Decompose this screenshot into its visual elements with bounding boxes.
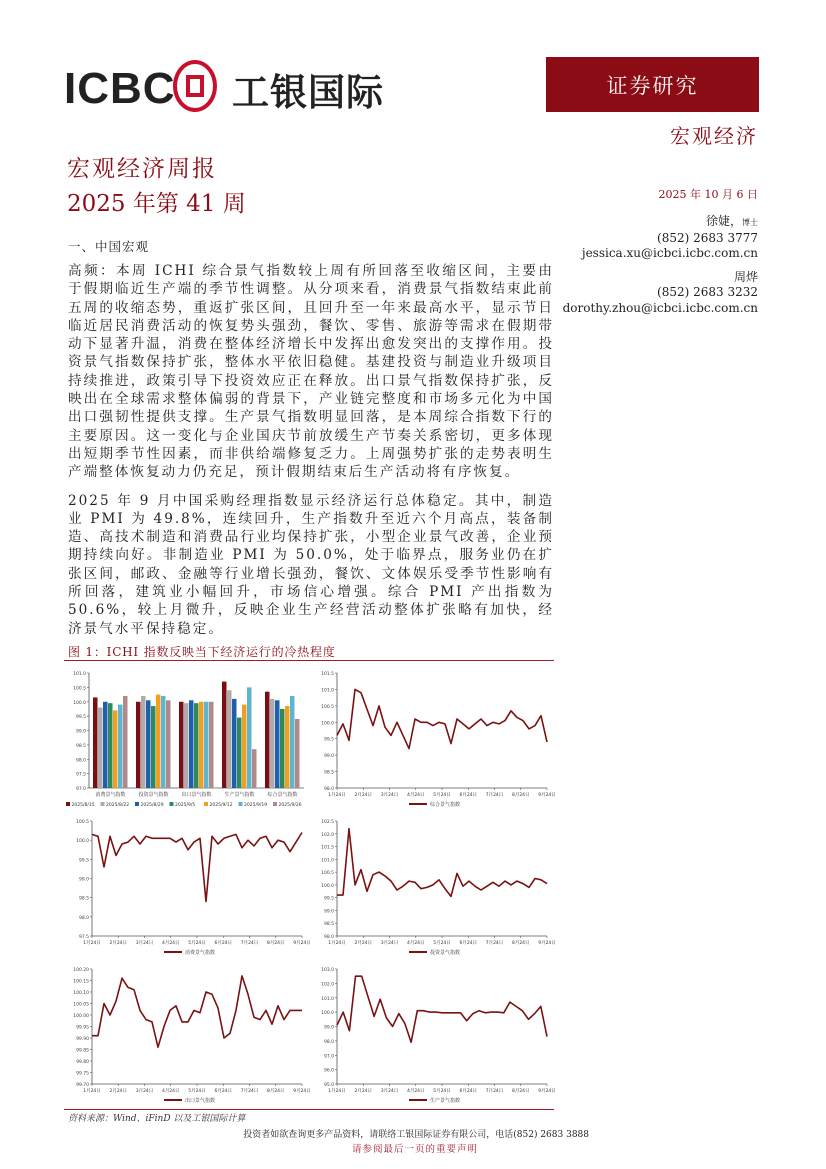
x-tick-label: 9月24日 [293, 1088, 311, 1094]
y-tick-label: 98.0 [323, 934, 334, 940]
x-tick-label: 7月24日 [485, 1088, 504, 1094]
report-title: 宏观经济周报 [67, 156, 217, 182]
y-tick-label: 99.70 [76, 1082, 89, 1088]
x-tick-label: 3月24日 [135, 940, 154, 946]
legend-label: 2025/8/15 [71, 802, 95, 808]
logo-icbc-text: ICBC [64, 64, 176, 113]
y-tick-label: 100.10 [73, 990, 89, 996]
paragraph-high-frequency: 高频：本周 ICHI 综合景气指数较上周有所回落至收缩区间，主要由于假期临近生产端的季节性调整。从分项来看，消费景气指数结束此前五周的收缩态势，重返扩张区间，且回升至一年来最高水平，显示节日临近居民消费活动的恢复势头强劲，餐饮、零售、旅游等需求在假期带动下显著升温，消费在整体经济增长中发挥出愈发突出的支撑作用。投资景气指数保持扩张，整体水平依旧稳健。基建投资与制造业升级项目持续推进，政策引导下投资效应正在释放。出口景气指数保持扩张，反映出在全球需求整体偏弱的背景下，产业链完整度和市场多元化为中国出口强韧性提供支撑。生产景气指数明显回落，是本周综合指数下行的主要原因。这一变化与企业国庆节前放缓生产节奏关系密切，更多体现出短期季节性因素，而非供给端修复乏力。上周强势扩张的走势表明生产端整体恢复动力仍充足，预计假期结束后生产活动将有序恢复。 [68, 263, 554, 481]
y-tick-label: 99.95 [76, 1025, 89, 1031]
bar [227, 690, 232, 788]
y-tick-label: 100.5 [321, 871, 334, 877]
y-tick-label: 99.5 [75, 715, 86, 721]
y-tick-label: 97.5 [78, 934, 89, 940]
x-category-label: 出口景气指数 [181, 791, 212, 798]
author-phone: (852) 2683 3777 [657, 230, 758, 245]
y-tick-label: 102.0 [321, 832, 334, 838]
x-tick-label: 1月24日 [328, 792, 346, 798]
main-column [64, 0, 589, 1157]
bar [232, 699, 237, 788]
bar [98, 707, 103, 788]
author-name: 徐婕， [705, 214, 742, 228]
x-tick-label: 7月24日 [485, 940, 504, 946]
y-tick-label: 99.5 [78, 858, 89, 864]
y-tick-label: 99.85 [76, 1048, 89, 1054]
bar [209, 702, 214, 788]
legend-label: 2025/8/22 [106, 802, 130, 808]
footer-contact: 投资者如欲查询更多产品资料，请联络工银国际证券有限公司，电话(852) 2683 3888 [243, 1129, 589, 1140]
bar [93, 697, 98, 788]
y-tick-label: 95.0 [323, 1082, 334, 1088]
x-tick-label: 7月24日 [240, 940, 259, 946]
y-tick-label: 99.75 [76, 1071, 89, 1077]
line-chart-export [64, 959, 309, 1107]
series-line [337, 689, 547, 748]
x-tick-label: 4月24日 [406, 792, 425, 798]
y-tick-label: 99.0 [323, 909, 334, 915]
legend-swatch [273, 802, 277, 806]
y-tick-label: 98.0 [78, 915, 89, 921]
y-tick-label: 100.0 [76, 839, 89, 845]
figure-bottom-rule [64, 1109, 554, 1110]
bar-chart-ichi-subindices [64, 663, 309, 811]
x-tick-label: 5月24日 [433, 1088, 451, 1094]
line-chart-production [309, 959, 554, 1107]
x-tick-label: 8月24日 [511, 1088, 530, 1094]
authors-block [563, 214, 758, 316]
y-tick-label: 100.15 [73, 979, 89, 985]
series-line [92, 832, 302, 901]
legend-label: 2025/8/29 [140, 802, 164, 808]
bar [189, 700, 194, 788]
figure-top-rule [64, 660, 554, 661]
y-tick-label: 101.5 [321, 845, 334, 851]
x-tick-label: 8月24日 [511, 792, 530, 798]
legend-swatch [239, 802, 243, 806]
y-tick-label: 98.0 [323, 786, 334, 792]
x-tick-label: 6月24日 [214, 940, 233, 946]
x-tick-label: 6月24日 [459, 792, 478, 798]
bar [265, 692, 270, 788]
report-issue: 2025 年第 41 周 [67, 191, 246, 217]
section-tag: 宏观经济 [670, 124, 758, 148]
y-tick-label: 98.5 [323, 770, 334, 776]
x-tick-label: 8月24日 [266, 940, 285, 946]
x-tick-label: 4月24日 [406, 1088, 425, 1094]
x-tick-label: 7月24日 [485, 792, 504, 798]
x-tick-label: 6月24日 [214, 1088, 233, 1094]
y-tick-label: 98.0 [323, 1039, 334, 1045]
y-tick-label: 101.0 [73, 671, 86, 677]
legend-label: 出口景气指数 [185, 1097, 216, 1104]
bar [194, 703, 199, 788]
y-tick-label: 99.0 [323, 1025, 334, 1031]
legend-swatch [66, 802, 70, 806]
y-tick-label: 100.5 [73, 686, 86, 692]
y-tick-label: 98.5 [323, 922, 334, 928]
y-tick-label: 99.5 [323, 896, 334, 902]
y-tick-label: 101.0 [321, 858, 334, 864]
author-name: 周烨 [733, 269, 758, 284]
legend-label: 生产景气指数 [430, 1097, 461, 1104]
y-tick-label: 101.5 [321, 671, 334, 677]
y-tick-label: 100.5 [321, 704, 334, 710]
section-heading: 一、中国宏观 [68, 239, 150, 254]
bar [146, 700, 151, 788]
x-tick-label: 1月24日 [328, 940, 346, 946]
x-tick-label: 3月24日 [380, 1088, 399, 1094]
author-title: 博士 [742, 218, 758, 227]
report-type-banner: 证券研究 [546, 57, 759, 112]
paragraph-pmi: 2025 年 9 月中国采购经理指数显示经济运行总体稳定。其中，制造业 PMI 为 49.8%，连续回升，生产指数升至近六个月高点，装备制造、高技术制造和消费品行业均保持扩张，小型企业景气改善，企业预期持续向好。非制造业 PMI 为 50.0%，处于临界点，服务业仍在扩张区间，邮政、金融等行业增长强劲，餐饮、文体娱乐受季节性影响有所回落，建筑业小幅回升，市场信心增强。综合 PMI 产出指数为 50.6%，较上月微升，反映企业生产经营活动整体扩张略有加快，经济景气水平保持稳定。 [68, 492, 554, 637]
legend-label: 2025/9/26 [278, 802, 302, 808]
y-tick-label: 100.0 [73, 700, 86, 706]
x-tick-label: 7月24日 [240, 1088, 259, 1094]
y-tick-label: 99.90 [76, 1036, 89, 1042]
x-tick-label: 2月24日 [354, 1088, 373, 1094]
x-tick-label: 5月24日 [188, 1088, 206, 1094]
logo-chinese-text: 工银国际 [232, 71, 384, 114]
y-tick-label: 99.80 [76, 1059, 89, 1065]
bar [136, 702, 141, 788]
x-tick-label: 4月24日 [161, 1088, 180, 1094]
x-tick-label: 2月24日 [109, 1088, 128, 1094]
line-chart-consumption [64, 811, 309, 959]
legend-label: 2025/9/19 [244, 802, 268, 808]
bar [252, 749, 257, 788]
x-tick-label: 4月24日 [406, 940, 425, 946]
bar [204, 702, 209, 788]
y-tick-label: 99.5 [323, 737, 334, 743]
author-email[interactable]: jessica.xu@icbci.icbc.com.cn [581, 246, 758, 260]
legend-swatch [101, 802, 105, 806]
legend-label: 消费景气指数 [185, 949, 216, 956]
x-tick-label: 3月24日 [135, 1088, 154, 1094]
y-tick-label: 100.0 [321, 883, 334, 889]
report-date: 2025 年 10 月 6 日 [658, 188, 758, 201]
y-tick-label: 100.00 [73, 1013, 89, 1019]
legend-label: 2025/9/12 [209, 802, 233, 808]
y-tick-label: 100.5 [76, 819, 89, 825]
y-tick-label: 99.0 [78, 877, 89, 883]
bar [108, 703, 113, 788]
bar [290, 696, 295, 788]
x-tick-label: 9月24日 [538, 792, 556, 798]
legend-swatch [170, 802, 174, 806]
y-tick-label: 99.0 [75, 729, 86, 735]
x-tick-label: 1月24日 [83, 940, 101, 946]
legend-label: 综合景气指数 [430, 801, 461, 808]
bar [184, 703, 189, 788]
author-email[interactable]: dorothy.zhou@icbci.icbc.com.cn [562, 300, 758, 315]
series-line [92, 976, 302, 1047]
y-tick-label: 101.0 [321, 688, 334, 694]
bar [123, 696, 128, 788]
x-tick-label: 9月24日 [293, 940, 311, 946]
x-tick-label: 2月24日 [109, 940, 128, 946]
bar [151, 706, 156, 788]
x-tick-label: 6月24日 [459, 1088, 478, 1094]
x-category-label: 综合景气指数 [267, 791, 298, 798]
bar [118, 705, 123, 788]
x-tick-label: 8月24日 [266, 1088, 285, 1094]
y-tick-label: 97.5 [75, 772, 86, 778]
legend-swatch [135, 802, 139, 806]
bar [237, 718, 242, 788]
line-chart-investment [309, 811, 554, 959]
bar [166, 700, 171, 788]
legend-label: 投资景气指数 [430, 949, 461, 956]
x-category-label: 投资景气指数 [138, 791, 169, 798]
y-tick-label: 98.0 [75, 758, 86, 764]
y-tick-label: 96.0 [323, 1068, 334, 1074]
series-line [337, 976, 547, 1042]
x-tick-label: 3月24日 [380, 792, 399, 798]
figure-chart-grid [64, 663, 556, 1107]
y-tick-label: 100.0 [321, 721, 334, 727]
bar [270, 699, 275, 788]
series-line [337, 829, 547, 897]
bar [103, 702, 108, 788]
y-tick-label: 102.5 [321, 819, 334, 825]
x-tick-label: 2月24日 [354, 792, 373, 798]
x-tick-label: 3月24日 [380, 940, 399, 946]
x-tick-label: 1月24日 [328, 1088, 346, 1094]
bar [242, 705, 247, 788]
y-tick-label: 98.5 [78, 896, 89, 902]
x-category-label: 消费景气指数 [95, 791, 126, 798]
bar [285, 706, 290, 788]
author-phone: (852) 2683 3232 [657, 285, 758, 299]
bar [280, 709, 285, 788]
bar [113, 710, 118, 788]
y-tick-label: 102.0 [321, 982, 334, 988]
bar [199, 702, 204, 788]
bar [247, 687, 252, 788]
y-tick-label: 100.0 [321, 1011, 334, 1017]
y-tick-label: 98.5 [75, 743, 86, 749]
y-tick-label: 99.0 [323, 754, 334, 760]
bar [179, 702, 184, 788]
line-chart-composite [309, 663, 554, 811]
y-tick-label: 100.05 [73, 1002, 89, 1008]
x-tick-label: 5月24日 [433, 940, 451, 946]
data-source: 资料来源：Wind、iFinD 以及工银国际计算 [68, 1113, 246, 1124]
legend-swatch [204, 802, 208, 806]
x-tick-label: 5月24日 [433, 792, 451, 798]
x-tick-label: 2月24日 [354, 940, 373, 946]
x-tick-label: 1月24日 [83, 1088, 101, 1094]
legend-label: 2025/9/5 [175, 802, 196, 808]
x-tick-label: 9月24日 [538, 1088, 556, 1094]
x-category-label: 生产景气指数 [224, 791, 255, 798]
x-tick-label: 8月24日 [511, 940, 530, 946]
bar [275, 700, 280, 788]
x-tick-label: 6月24日 [459, 940, 478, 946]
x-tick-label: 4月24日 [161, 940, 180, 946]
y-tick-label: 97.0 [75, 786, 86, 792]
bar [295, 719, 300, 788]
y-tick-label: 100.20 [73, 967, 89, 973]
y-tick-label: 103.0 [321, 967, 334, 973]
x-tick-label: 5月24日 [188, 940, 206, 946]
figure-title: 图 1：ICHI 指数反映当下经济运行的冷热程度 [68, 644, 336, 659]
bar [222, 682, 227, 788]
y-tick-label: 97.0 [323, 1054, 334, 1060]
x-tick-label: 9月24日 [538, 940, 556, 946]
footer-disclaimer[interactable]: 请参阅最后一页的重要声明 [352, 1143, 479, 1155]
y-tick-label: 101.0 [321, 996, 334, 1002]
bar [161, 696, 166, 788]
bar [141, 696, 146, 788]
bar [156, 695, 161, 788]
